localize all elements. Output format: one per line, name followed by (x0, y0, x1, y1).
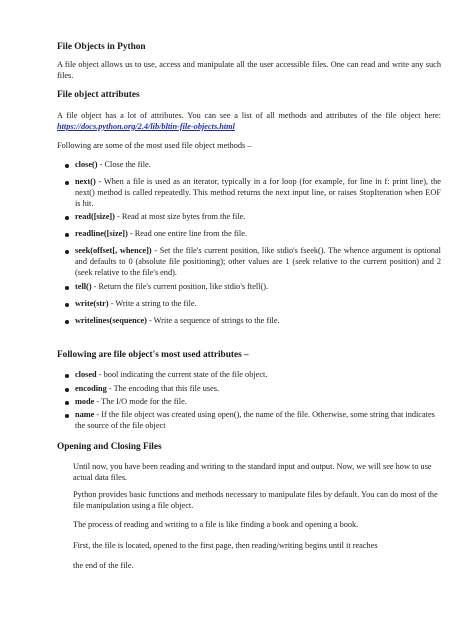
method-item-read (75, 212, 441, 223)
attr-desc: - If the file object was created using open(), the name of the file. Otherwise, some string that indicates the source of the file object (75, 410, 435, 430)
method-name: close() (75, 160, 98, 169)
method-item-writelines (75, 316, 441, 327)
method-desc: - When a file is used as an iterator, typically in a for loop (for example, for line in f: print line), the next() method is called repeatedly. This method returns the next input line, or raises StopIteration when EOF is hit. (75, 177, 441, 208)
method-name: tell() (75, 282, 92, 291)
oc-paragraph-3: The process of reading and writing to a file is like finding a book and opening a book. (73, 520, 359, 529)
attr-name: encoding (75, 384, 107, 393)
attributes-text: A file object has a lot of attributes. You can see a list of all methods and attributes of the file object here: (57, 111, 441, 120)
method-desc: - Close the file. (97, 160, 151, 169)
method-desc: - Read one entire line from the file. (127, 229, 247, 238)
attr-desc: - The encoding that this file uses. (106, 384, 220, 393)
oc-paragraph-1: Until now, you have been reading and writing to the standard input and output. Now, we will see how to use actual data files. (73, 462, 432, 482)
method-name: seek(offset[, whence]) (75, 246, 152, 255)
opening-closing-heading: Opening and Closing Files (57, 442, 162, 452)
attr-name: mode (75, 397, 95, 406)
oc-paragraph-2: Python provides basic functions and methods necessary to manipulate files by default. You can do most of the file manipulation using a file object. (73, 490, 438, 510)
method-item-close (75, 160, 441, 171)
method-item-write (75, 299, 441, 310)
attr-desc: - The I/O mode for the file. (94, 397, 187, 406)
attr-item-mode (75, 397, 441, 408)
attr-item-encoding (75, 384, 441, 395)
oc-paragraph-4: First, the file is located, opened to the first page, then reading/writing begins until it reaches (73, 541, 378, 550)
attributes-heading: File object attributes (57, 90, 140, 100)
method-desc: - Read at most size bytes from the file. (114, 212, 246, 221)
method-name: writelines(sequence) (75, 316, 147, 325)
method-name: read([size]) (75, 212, 115, 221)
method-name: next() (75, 177, 96, 186)
intro-paragraph: A file object allows us to use, access and manipulate all the user accessible files. One can read and write any such files. (57, 60, 441, 80)
method-desc: - Write a string to the file. (108, 299, 197, 308)
oc-paragraph-5: the end of the file. (73, 561, 134, 570)
method-name: readline([size]) (75, 229, 128, 238)
attributes-paragraph (57, 111, 441, 133)
attr-item-closed (75, 370, 441, 381)
page-title: File Objects in Python (57, 42, 146, 52)
attr-item-name (75, 410, 441, 432)
method-desc: - Write a sequence of strings to the file. (146, 316, 280, 325)
attr-name: closed (75, 370, 97, 379)
method-item-tell (75, 282, 441, 293)
python-docs-link[interactable]: https://docs.python.org/2.4/lib/bltin-file-objects.html (57, 121, 235, 131)
method-item-readline (75, 229, 441, 240)
attr-desc: - bool indicating the current state of the file object. (96, 370, 268, 379)
method-desc: - Set the file's current position, like stdio's fseek(). The whence argument is optional and defaults to 0 (absolute file positioning); other values are 1 (seek relative to the current position) and 2 (seek relative to the file's end). (75, 246, 441, 277)
method-name: write(str) (75, 299, 109, 308)
attr-name: name (75, 410, 95, 419)
method-desc: - Return the file's current position, like stdio's ftell(). (91, 282, 269, 291)
method-item-seek (75, 246, 441, 278)
methods-intro: Following are some of the most used file object methods – (57, 141, 252, 150)
attrs-heading: Following are file object's most used attributes – (57, 350, 249, 360)
method-item-next (75, 177, 441, 209)
